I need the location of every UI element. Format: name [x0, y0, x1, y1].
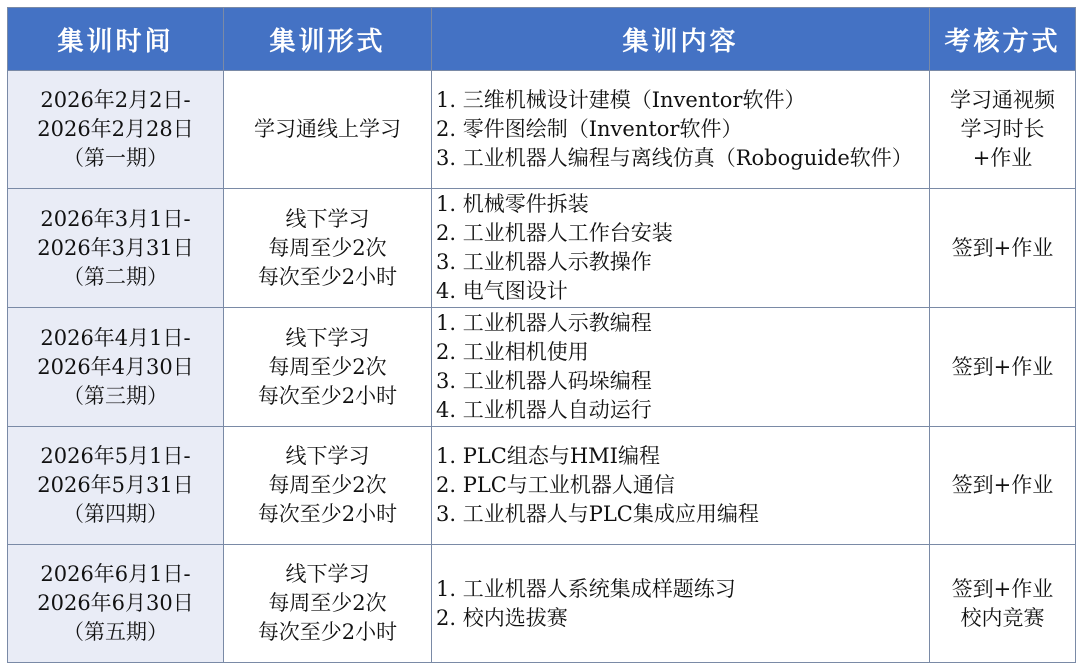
form-line: 学习通线上学习	[254, 117, 401, 141]
time-cell	[8, 545, 224, 663]
form-line: 每周至少2次	[268, 354, 387, 379]
time-line: 2026年3月31日	[37, 235, 194, 260]
form-line: 每次至少2小时	[257, 620, 398, 644]
header-content: 集训内容	[432, 8, 930, 71]
content-line: 4. 工业机器人自动运行	[436, 398, 652, 422]
time-line: （第三期）	[63, 383, 168, 408]
time-line: （第四期）	[63, 502, 168, 526]
table-row	[8, 427, 1076, 545]
time-line: （第五期）	[63, 620, 168, 644]
content-cell	[432, 427, 930, 545]
content-cell	[432, 189, 930, 308]
assessment-cell	[930, 545, 1076, 663]
content-line: 4. 电气图设计	[436, 279, 568, 303]
time-line: 2026年5月31日	[37, 473, 194, 497]
assess-line: 签到+作业	[951, 576, 1054, 601]
content-line: 2. 工业机器人工作台安装	[436, 221, 673, 245]
form-line: 每周至少2次	[268, 235, 387, 260]
time-cell	[8, 189, 224, 308]
table-row	[8, 308, 1076, 427]
assess-line: 签到+作业	[951, 354, 1054, 379]
time-line: （第二期）	[63, 264, 168, 289]
time-line: 2026年6月1日-	[40, 562, 191, 586]
time-line: （第一期）	[63, 146, 168, 170]
time-cell	[8, 427, 224, 545]
content-line: 3. 工业机器人码垛编程	[436, 369, 652, 393]
assess-line: +作业	[972, 146, 1033, 170]
assess-line: 签到+作业	[951, 473, 1054, 497]
header-form: 集训形式	[224, 8, 432, 71]
content-line: 3. 工业机器人编程与离线仿真（Roboguide软件）	[436, 146, 913, 170]
assess-line: 签到+作业	[951, 235, 1054, 260]
time-cell	[8, 71, 224, 189]
content-cell	[432, 545, 930, 663]
form-line: 线下学习	[285, 444, 370, 468]
time-line: 2026年4月1日-	[40, 325, 191, 350]
time-line: 2026年6月30日	[37, 591, 194, 615]
content-cell	[432, 308, 930, 427]
content-line: 2. 校内选拔赛	[436, 605, 568, 630]
form-cell	[224, 308, 432, 427]
table-row	[8, 189, 1076, 308]
header-assessment: 考核方式	[930, 8, 1076, 71]
content-line: 1. PLC组态与HMI编程	[436, 444, 660, 468]
content-line: 1. 机械零件拆装	[436, 192, 589, 216]
content-line: 2. PLC与工业机器人通信	[436, 473, 675, 497]
header-row	[8, 8, 1076, 71]
form-line: 每次至少2小时	[257, 383, 398, 408]
assessment-cell	[930, 308, 1076, 427]
form-line: 每周至少2次	[268, 473, 387, 497]
time-line: 2026年4月30日	[37, 354, 194, 379]
table-body	[8, 71, 1076, 663]
table-row	[8, 71, 1076, 189]
content-cell	[432, 71, 930, 189]
assess-line: 学习通视频	[950, 88, 1055, 112]
training-schedule-table	[7, 7, 1076, 663]
time-line: 2026年5月1日-	[40, 444, 191, 468]
assess-line: 学习时长	[960, 117, 1045, 141]
assessment-cell	[930, 71, 1076, 189]
form-cell	[224, 427, 432, 545]
header-time: 集训时间	[8, 8, 224, 71]
content-line: 1. 三维机械设计建模（Inventor软件）	[436, 88, 806, 112]
content-line: 2. 工业相机使用	[436, 340, 589, 364]
form-cell	[224, 189, 432, 308]
time-line: 2026年2月28日	[37, 117, 194, 141]
form-line: 每次至少2小时	[257, 264, 398, 289]
time-line: 2026年3月1日-	[40, 206, 191, 231]
content-line: 3. 工业机器人与PLC集成应用编程	[436, 502, 759, 526]
table-row	[8, 545, 1076, 663]
content-line: 1. 工业机器人示教编程	[436, 311, 652, 335]
form-cell	[224, 71, 432, 189]
form-line: 线下学习	[285, 325, 370, 350]
form-line: 每周至少2次	[268, 591, 387, 615]
form-cell	[224, 545, 432, 663]
form-line: 线下学习	[285, 562, 370, 586]
assess-line: 校内竞赛	[960, 605, 1045, 630]
content-line: 1. 工业机器人系统集成样题练习	[436, 576, 736, 601]
assessment-cell	[930, 189, 1076, 308]
content-line: 2. 零件图绘制（Inventor软件）	[436, 117, 743, 141]
time-line: 2026年2月2日-	[40, 88, 191, 112]
assessment-cell	[930, 427, 1076, 545]
form-line: 每次至少2小时	[257, 502, 398, 526]
form-line: 线下学习	[285, 206, 370, 231]
time-cell	[8, 308, 224, 427]
content-line: 3. 工业机器人示教操作	[436, 250, 652, 274]
